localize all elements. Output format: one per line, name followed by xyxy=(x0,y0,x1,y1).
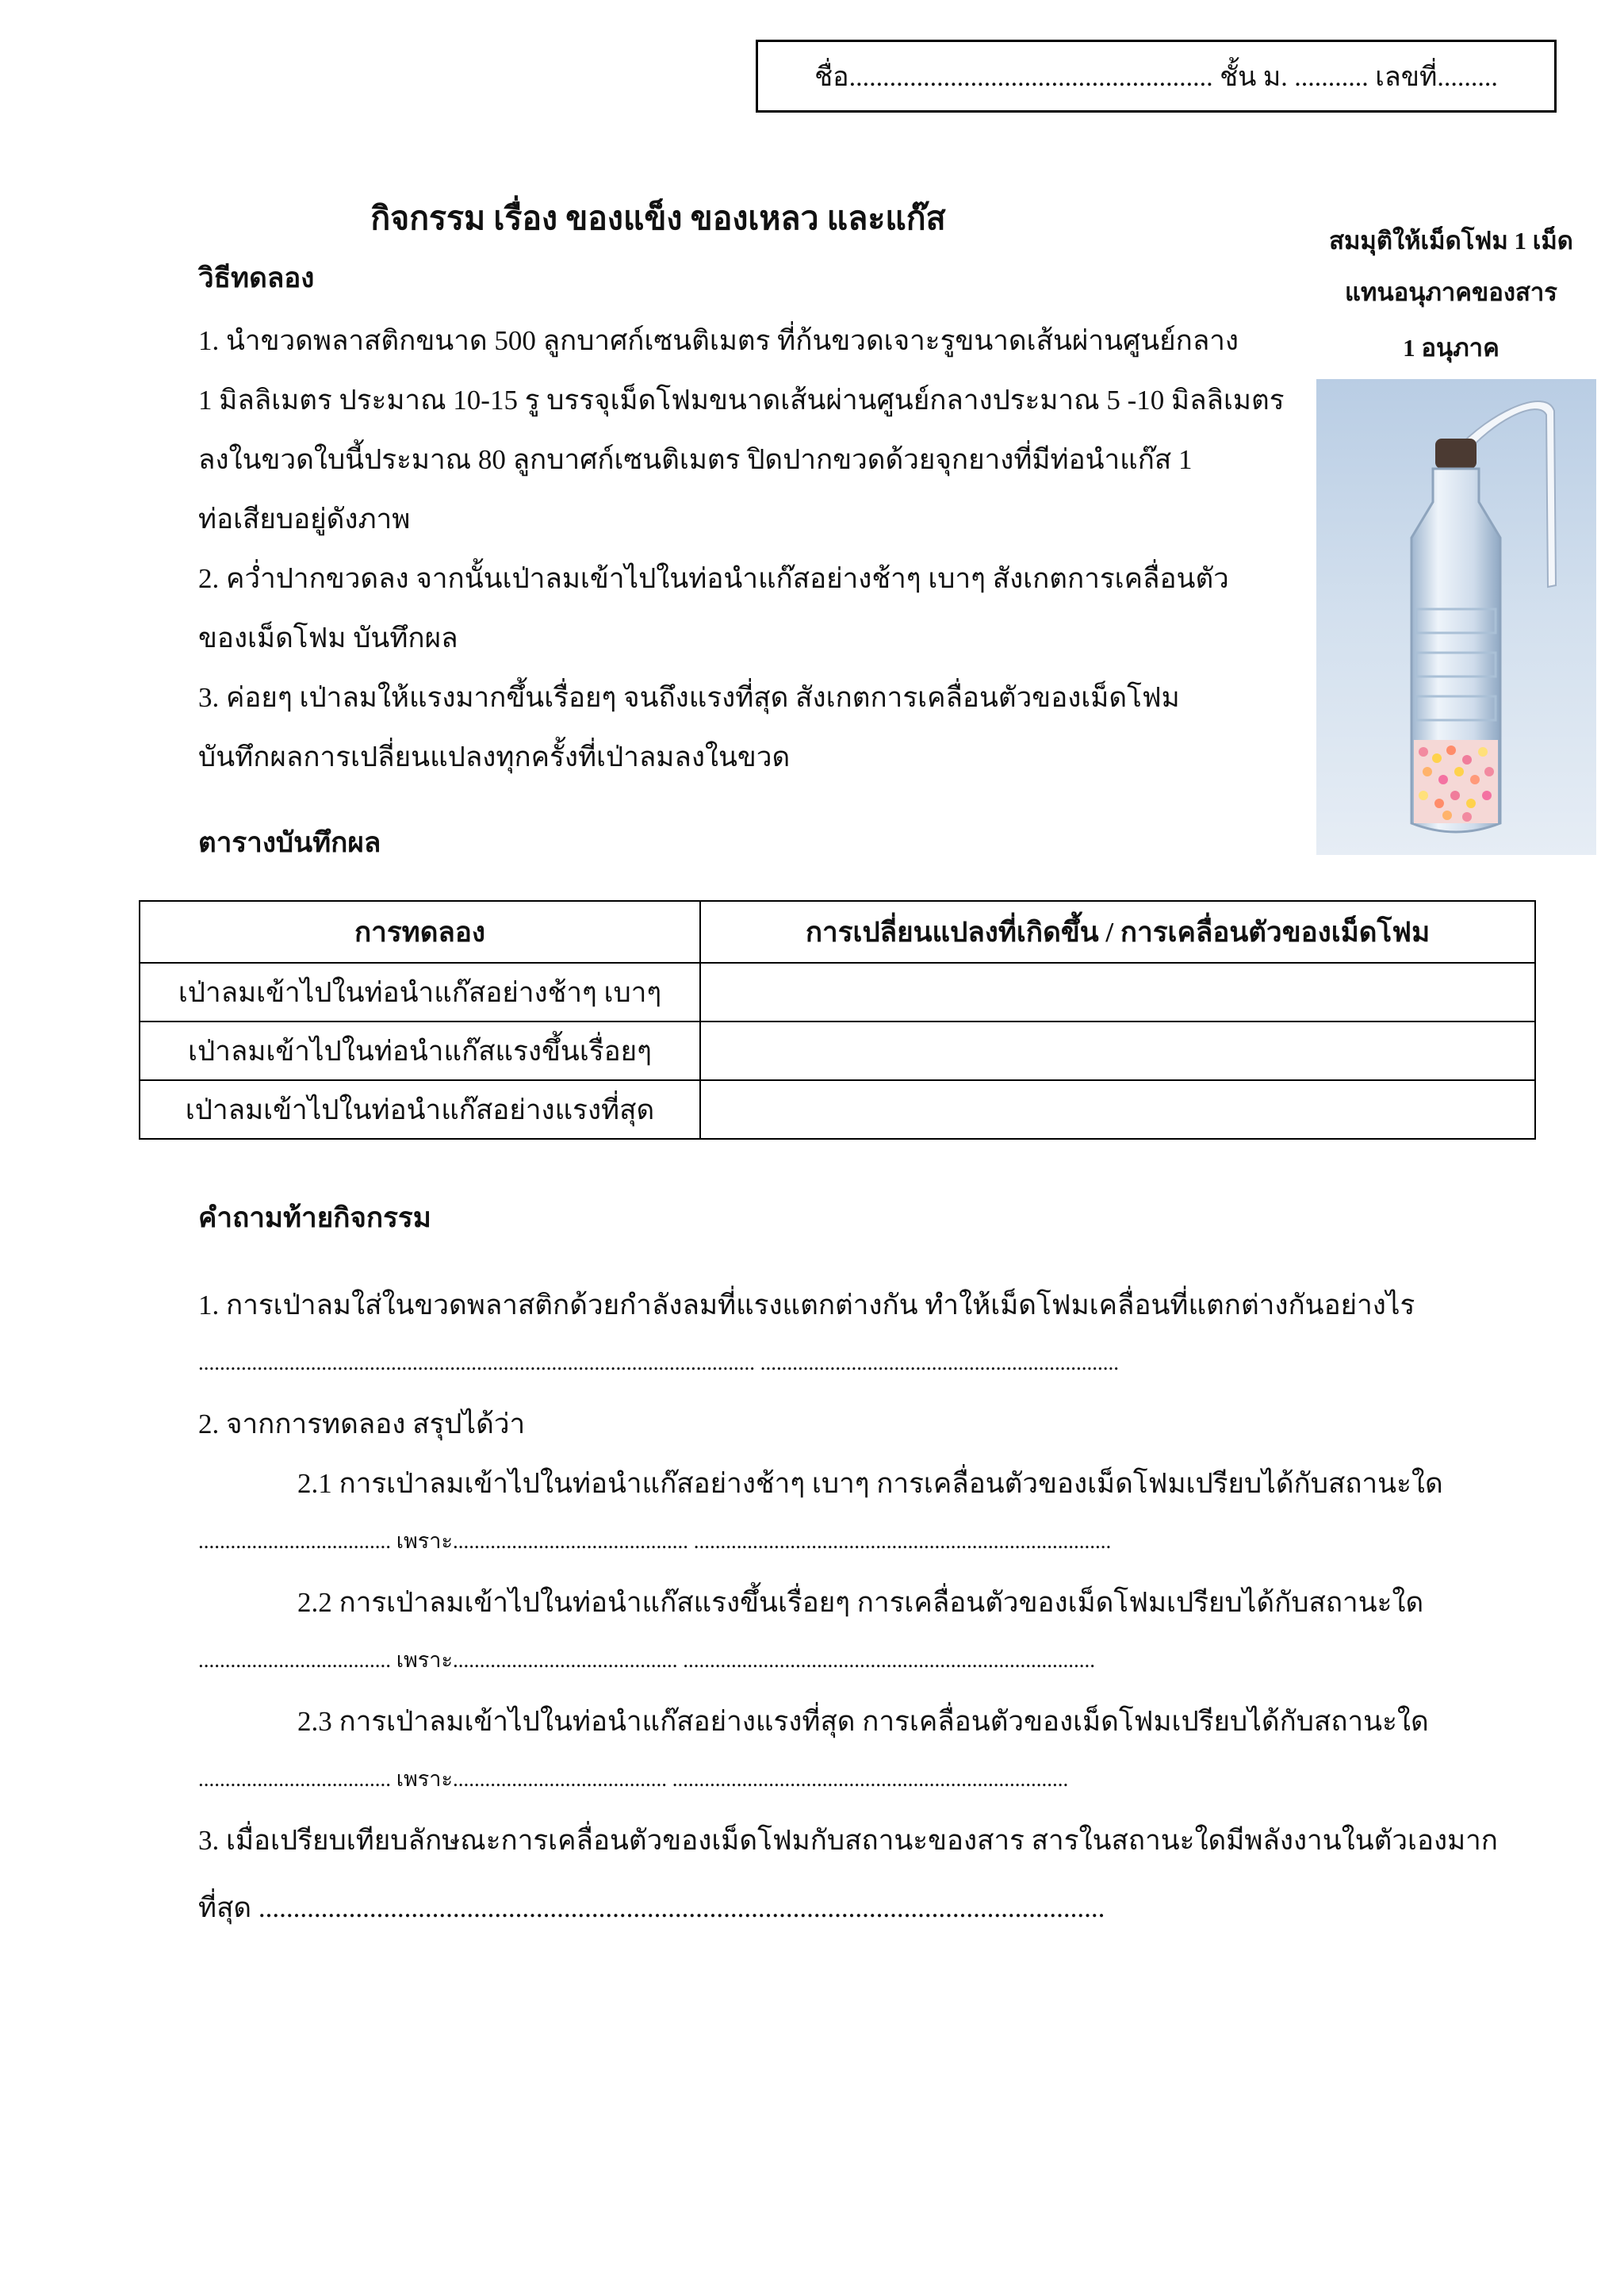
answer-blank-1[interactable]: ........................................................................................................ ................................................................... xyxy=(198,1351,1119,1374)
column-header-observation: การเปลี่ยนแปลงที่เกิดขึ้น / การเคลื่อนตัวของเม็ดโฟม xyxy=(700,901,1535,963)
observation-cell[interactable] xyxy=(700,1080,1535,1139)
method-line-2: 1 มิลลิเมตร ประมาณ 10-15 รู บรรจุเม็ดโฟมขนาดเส้นผ่านศูนย์กลางประมาณ 5 -10 มิลลิเมตร xyxy=(198,385,1285,416)
name-class-number-line: ชื่อ...................................................... ชั้น ม. ........... เลขที่......... xyxy=(814,63,1498,92)
table-header-row xyxy=(140,901,1535,963)
method-line-3: ลงในขวดใบนี้ประมาณ 80 ลูกบาศก์เซนติเมตร ปิดปากขวดด้วยจุกยางที่มีท่อนำแก๊ส 1 xyxy=(198,444,1193,475)
question-2-3: 2.3 การเป่าลมเข้าไปในท่อนำแก๊สอย่างแรงที่สุด การเคลื่อนตัวของเม็ดโฟมเปรียบได้กับสถานะใด xyxy=(297,1706,1429,1737)
experiment-cell: เป่าลมเข้าไปในท่อนำแก๊สอย่างแรงที่สุด xyxy=(140,1080,700,1139)
table-row xyxy=(140,1022,1535,1080)
question-2-1: 2.1 การเป่าลมเข้าไปในท่อนำแก๊สอย่างช้าๆ เบาๆ การเคลื่อนตัวของเม็ดโฟมเปรียบได้กับสถานะใด xyxy=(297,1468,1443,1499)
method-line-6: ของเม็ดโฟม บันทึกผล xyxy=(198,623,458,654)
method-heading: วิธีทดลอง xyxy=(198,263,315,293)
student-info-box xyxy=(756,40,1557,113)
observation-cell[interactable] xyxy=(700,963,1535,1022)
image-caption-line-2: แทนอนุภาคของสาร xyxy=(1345,278,1557,306)
observation-cell[interactable] xyxy=(700,1022,1535,1080)
results-table-heading: ตารางบันทึกผล xyxy=(198,827,381,858)
table-row xyxy=(140,1080,1535,1139)
page-title: กิจกรรม เรื่อง ของแข็ง ของเหลว และแก๊ส xyxy=(370,200,946,236)
question-1: 1. การเป่าลมใส่ในขวดพลาสติกด้วยกำลังลมที่แรงแตกต่างกัน ทำให้เม็ดโฟมเคลื่อนที่แตกต่างกันอย่างไร xyxy=(198,1290,1415,1320)
question-2-2: 2.2 การเป่าลมเข้าไปในท่อนำแก๊สแรงขึ้นเรื่อยๆ การเคลื่อนตัวของเม็ดโฟมเปรียบได้กับสถานะใด xyxy=(297,1587,1424,1618)
answer-blank-2-1[interactable]: .................................... เพราะ............................................ .............................................................................. xyxy=(198,1529,1112,1553)
experiment-cell: เป่าลมเข้าไปในท่อนำแก๊สแรงขึ้นเรื่อยๆ xyxy=(140,1022,700,1080)
method-line-1: 1. นำขวดพลาสติกขนาด 500 ลูกบาศก์เซนติเมตร ที่ก้นขวดเจาะรูขนาดเส้นผ่านศูนย์กลาง xyxy=(198,325,1239,356)
table-row xyxy=(140,963,1535,1022)
foam-beads xyxy=(1414,740,1498,823)
experiment-cell: เป่าลมเข้าไปในท่อนำแก๊สอย่างช้าๆ เบาๆ xyxy=(140,963,700,1022)
method-line-8: บันทึกผลการเปลี่ยนแปลงทุกครั้งที่เป่าลมลงในขวด xyxy=(198,742,791,772)
method-line-5: 2. คว่ำปากขวดลง จากนั้นเป่าลมเข้าไปในท่อนำแก๊สอย่างช้าๆ เบาๆ สังเกตการเคลื่อนตัว xyxy=(198,563,1229,594)
method-line-7: 3. ค่อยๆ เป่าลมให้แรงมากขึ้นเรื่อยๆ จนถึงแรงที่สุด สังเกตการเคลื่อนตัวของเม็ดโฟม xyxy=(198,682,1180,713)
questions-heading: คำถามท้ายกิจกรรม xyxy=(198,1202,431,1233)
results-table xyxy=(139,900,1536,1140)
plastic-bottle-foam-photo xyxy=(1316,379,1596,855)
answer-blank-2-2[interactable]: .................................... เพราะ.......................................... ............................................................................. xyxy=(198,1648,1095,1672)
question-3-answer-line[interactable]: ที่สุด .......................................................................................................................... xyxy=(198,1892,1105,1923)
question-2: 2. จากการทดลอง สรุปได้ว่า xyxy=(198,1409,526,1439)
answer-blank-2-3[interactable]: .................................... เพราะ........................................ .......................................................................... xyxy=(198,1767,1069,1791)
image-caption-line-1: สมมุติให้เม็ดโฟม 1 เม็ด xyxy=(1329,227,1573,255)
question-3: 3. เมื่อเปรียบเทียบลักษณะการเคลื่อนตัวของเม็ดโฟมกับสถานะของสาร สารในสถานะใดมีพลังงานในตัวเองมาก xyxy=(198,1825,1499,1856)
column-header-experiment: การทดลอง xyxy=(140,901,700,963)
image-caption-line-3: 1 อนุภาค xyxy=(1403,334,1500,362)
method-line-4: ท่อเสียบอยู่ดังภาพ xyxy=(198,504,411,535)
